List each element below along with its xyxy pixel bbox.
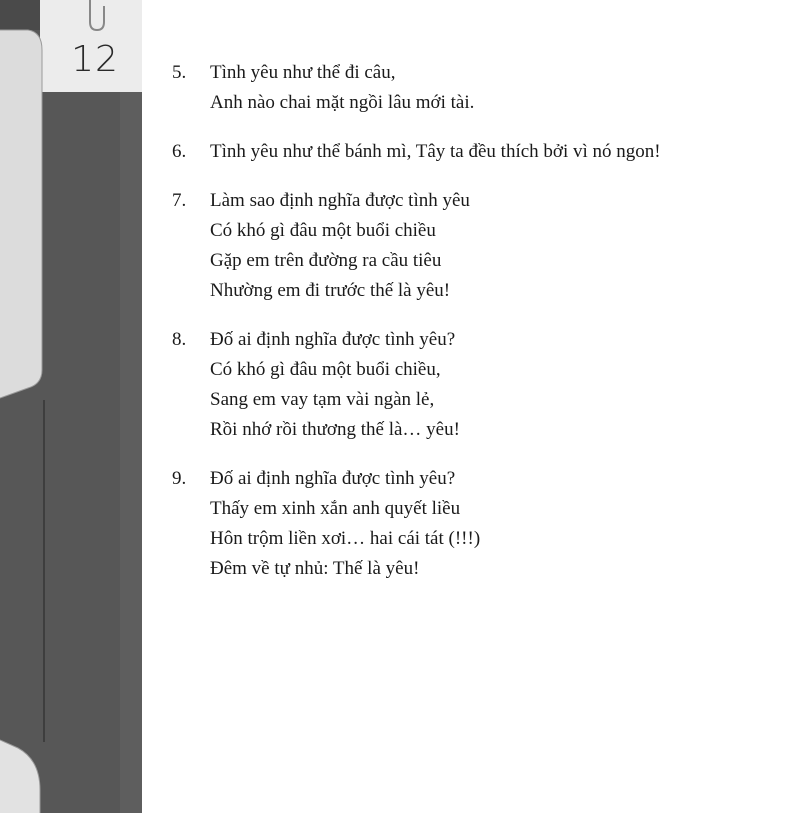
verse-line: Làm sao định nghĩa được tình yêu [210, 190, 470, 211]
verse-line: Tình yêu như thể đi câu, [210, 62, 396, 83]
paperclip-icon [82, 0, 112, 40]
verse-line: Gặp em trên đường ra cầu tiêu [210, 250, 442, 271]
verse-line: Sang em vay tạm vài ngàn lẻ, [210, 389, 435, 410]
verse-lines [210, 186, 772, 306]
verse-line: Đêm về tự nhủ: Thế là yêu! [210, 558, 420, 579]
verse-number: 6. [172, 141, 187, 162]
verse-lines [210, 58, 772, 118]
verse-number: 5. [172, 62, 187, 83]
verse-line: Đố ai định nghĩa được tình yêu? [210, 329, 456, 350]
verse-line: Hôn trộm liền xơi… hai cái tát (!!!) [210, 528, 481, 549]
verse-lines [210, 464, 772, 584]
verse-line: Có khó gì đâu một buổi chiều, [210, 359, 441, 380]
verse-9 [172, 464, 772, 584]
verse-line: Nhường em đi trước thế là yêu! [210, 280, 451, 301]
verse-lines [210, 137, 772, 167]
verse-number: 9. [172, 468, 187, 489]
verse-8 [172, 325, 772, 445]
verse-line: Anh nào chai mặt ngồi lâu mới tài. [210, 92, 475, 113]
verse-number: 8. [172, 329, 187, 350]
verse-line: Rồi nhớ rồi thương thế là… yêu! [210, 419, 460, 440]
verse-line: Thấy em xinh xắn anh quyết liều [210, 498, 461, 519]
verse-line: Có khó gì đâu một buổi chiều [210, 220, 436, 241]
page-number: 12 [71, 39, 119, 80]
verse-line: Tình yêu như thể bánh mì, Tây ta đều thích bởi vì nó ngon! [210, 141, 661, 162]
verse-5 [172, 58, 772, 118]
verse-6 [172, 137, 772, 167]
verse-line: Đố ai định nghĩa được tình yêu? [210, 468, 456, 489]
poem-body [172, 58, 772, 603]
verse-number: 7. [172, 190, 187, 211]
verse-7 [172, 186, 772, 306]
verse-lines [210, 325, 772, 445]
side-decoration-strip [0, 0, 142, 813]
